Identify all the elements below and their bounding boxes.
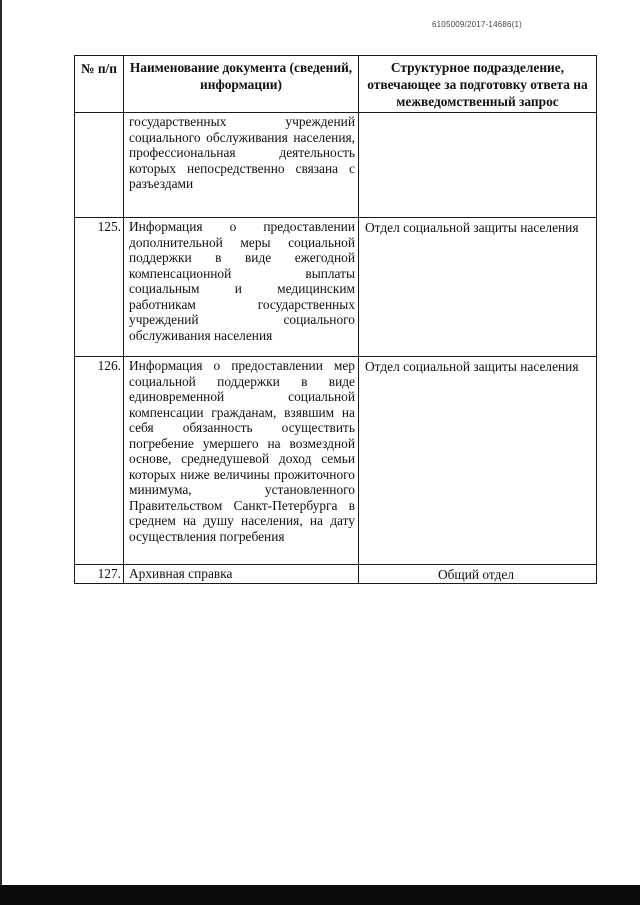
- row-department: Общий отдел: [359, 565, 597, 584]
- row-number: 127.: [75, 565, 124, 584]
- row-department: [359, 113, 597, 218]
- row-number: 125.: [75, 218, 124, 357]
- scan-left-edge: [0, 0, 2, 905]
- header-department: Структурное подразделение, отвечающее за подготовку ответа на межведомственный запрос: [359, 56, 597, 113]
- table-row: [75, 565, 597, 584]
- header-document-name: Наименование документа (сведений, информации): [124, 56, 359, 113]
- scan-bottom-band: [0, 885, 640, 905]
- row-number: [75, 113, 124, 218]
- row-document-name: Информация о предоставлении мер социальной поддержки в виде единовременной социальной компенсации гражданам, взявшим на себя обязанность осуществить погребение умершего на возмездной основе, среднедушевой доход семьи которых ниже величины прожиточного минимума, установленного Правительством Санкт-Петербурга в среднем на душу населения, на дату осуществления погребения: [124, 357, 359, 565]
- table-header-row: [75, 56, 597, 113]
- row-department: Отдел социальной защиты населения: [359, 218, 597, 357]
- table-row: [75, 218, 597, 357]
- row-document-name: Архивная справка: [124, 565, 359, 584]
- row-department: Отдел социальной защиты населения: [359, 357, 597, 565]
- table-row: [75, 357, 597, 565]
- row-document-name: Информация о предоставлении дополнительной меры социальной поддержки в виде ежегодной компенсационной выплаты социальным и медицинским работникам государственных учреждений социального обслуживания населения: [124, 218, 359, 357]
- header-number: № п/п: [75, 56, 124, 113]
- documents-table: [74, 55, 597, 584]
- table-row: [75, 113, 597, 218]
- document-number: 6105009/2017-14686(1): [432, 20, 523, 29]
- row-document-name: государственных учреждений социального обслуживания населения, профессиональная деятельность которых непосредственно связана с разъездами: [124, 113, 359, 218]
- row-number: 126.: [75, 357, 124, 565]
